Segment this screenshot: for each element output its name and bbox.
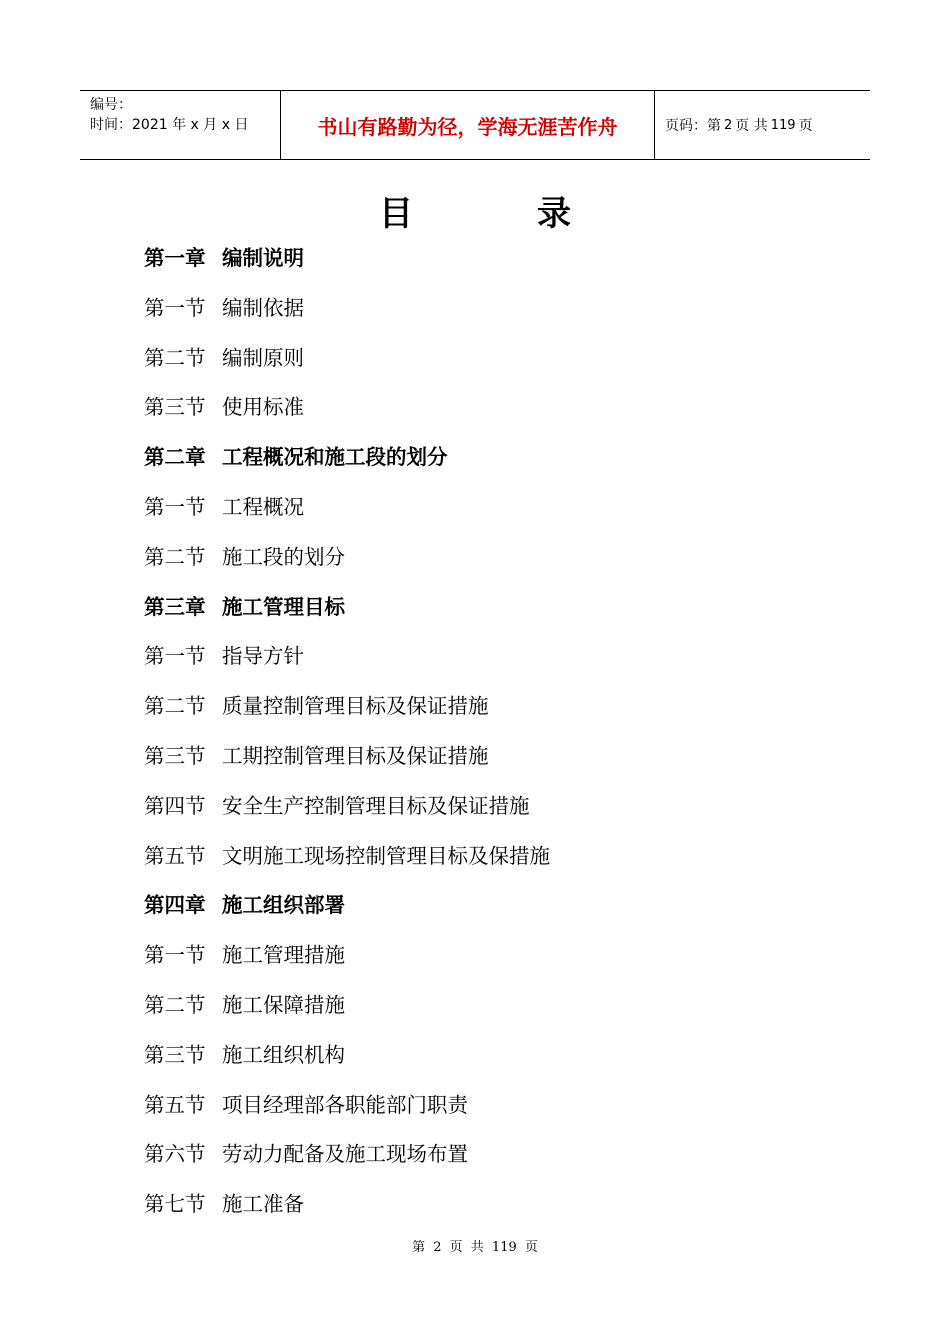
table-of-contents xyxy=(144,238,550,1234)
toc-section-entry[interactable] xyxy=(144,537,550,587)
toc-entry-title: 文明施工现场控制管理目标及保措施 xyxy=(222,843,550,868)
page-footer: 第 2 页 共 119 页 xyxy=(412,1240,538,1255)
toc-section-entry[interactable] xyxy=(144,338,550,388)
toc-entry-number: 第二节 xyxy=(144,694,206,719)
toc-chapter-entry[interactable] xyxy=(144,885,550,935)
toc-entry-title: 施工段的划分 xyxy=(222,544,345,569)
toc-section-entry[interactable] xyxy=(144,686,550,736)
page-suffix: 页 xyxy=(798,118,813,134)
toc-section-entry[interactable] xyxy=(144,387,550,437)
toc-entry-number: 第二章 xyxy=(144,445,206,470)
toc-entry-title: 编制原则 xyxy=(222,345,304,370)
toc-section-entry[interactable] xyxy=(144,1134,550,1184)
toc-entry-number: 第一节 xyxy=(144,943,206,968)
header-motto-cell xyxy=(281,91,655,159)
toc-section-entry[interactable] xyxy=(144,1085,550,1135)
page-current: 2 xyxy=(724,117,733,133)
toc-entry-number: 第三节 xyxy=(144,743,206,768)
toc-title xyxy=(0,186,950,235)
toc-entry-number: 第三节 xyxy=(144,1042,206,1067)
page-header xyxy=(80,90,870,160)
document-time-label: 时间：2021 年 x 月 x 日 xyxy=(90,117,249,133)
toc-entry-title: 指导方针 xyxy=(222,644,304,669)
toc-entry-title: 工程概况 xyxy=(222,494,304,519)
toc-entry-number: 第三章 xyxy=(144,594,206,619)
toc-entry-number: 第六节 xyxy=(144,1142,206,1167)
toc-section-entry[interactable] xyxy=(144,786,550,836)
toc-entry-number: 第七节 xyxy=(144,1192,206,1217)
toc-entry-title: 项目经理部各职能部门职责 xyxy=(222,1092,468,1117)
document-number-label: 编号： xyxy=(90,97,132,113)
toc-entry-title: 工期控制管理目标及保证措施 xyxy=(222,743,489,768)
toc-entry-title: 质量控制管理目标及保证措施 xyxy=(222,694,489,719)
toc-entry-title: 施工准备 xyxy=(222,1192,304,1217)
toc-chapter-entry[interactable] xyxy=(144,437,550,487)
toc-entry-title: 编制说明 xyxy=(222,246,304,270)
toc-entry-title: 工程概况和施工段的划分 xyxy=(222,445,448,470)
toc-section-entry[interactable] xyxy=(144,1184,550,1234)
page-middle: 页 共 xyxy=(735,118,768,134)
toc-title-left: 目 xyxy=(379,194,413,234)
toc-entry-number: 第一节 xyxy=(144,295,206,320)
toc-section-entry[interactable] xyxy=(144,736,550,786)
toc-section-entry[interactable] xyxy=(144,985,550,1035)
toc-section-entry[interactable] xyxy=(144,487,550,537)
toc-entry-title: 施工组织机构 xyxy=(222,1042,345,1067)
toc-entry-title: 劳动力配备及施工现场布置 xyxy=(222,1142,468,1167)
toc-section-entry[interactable] xyxy=(144,935,550,985)
toc-title-right: 录 xyxy=(537,194,571,234)
toc-section-entry[interactable] xyxy=(144,288,550,338)
toc-section-entry[interactable] xyxy=(144,836,550,886)
toc-entry-number: 第四节 xyxy=(144,793,206,818)
toc-entry-number: 第二节 xyxy=(144,544,206,569)
page-total: 119 xyxy=(770,117,796,133)
toc-entry-title: 编制依据 xyxy=(222,295,304,320)
toc-entry-number: 第一章 xyxy=(144,246,206,270)
toc-entry-title: 安全生产控制管理目标及保证措施 xyxy=(222,793,530,818)
toc-entry-title: 施工管理目标 xyxy=(222,594,345,619)
toc-entry-number: 第三节 xyxy=(144,395,206,420)
toc-entry-title: 施工管理措施 xyxy=(222,943,345,968)
toc-section-entry[interactable] xyxy=(144,1035,550,1085)
toc-entry-number: 第五节 xyxy=(144,1092,206,1117)
toc-entry-title: 施工保障措施 xyxy=(222,992,345,1017)
toc-entry-title: 施工组织部署 xyxy=(222,893,345,918)
header-page-cell xyxy=(655,91,870,159)
toc-entry-number: 第二节 xyxy=(144,345,206,370)
toc-section-entry[interactable] xyxy=(144,636,550,686)
toc-entry-number: 第二节 xyxy=(144,992,206,1017)
toc-entry-title: 使用标准 xyxy=(222,395,304,420)
page-prefix: 页码：第 xyxy=(665,118,721,134)
toc-entry-number: 第四章 xyxy=(144,893,206,918)
toc-entry-number: 第五节 xyxy=(144,843,206,868)
toc-chapter-entry[interactable] xyxy=(144,238,550,288)
toc-entry-number: 第一节 xyxy=(144,644,206,669)
header-meta-cell xyxy=(80,91,281,159)
toc-chapter-entry[interactable] xyxy=(144,587,550,637)
toc-entry-number: 第一节 xyxy=(144,494,206,519)
header-motto: 书山有路勤为径，学海无涯苦作舟 xyxy=(317,114,618,139)
